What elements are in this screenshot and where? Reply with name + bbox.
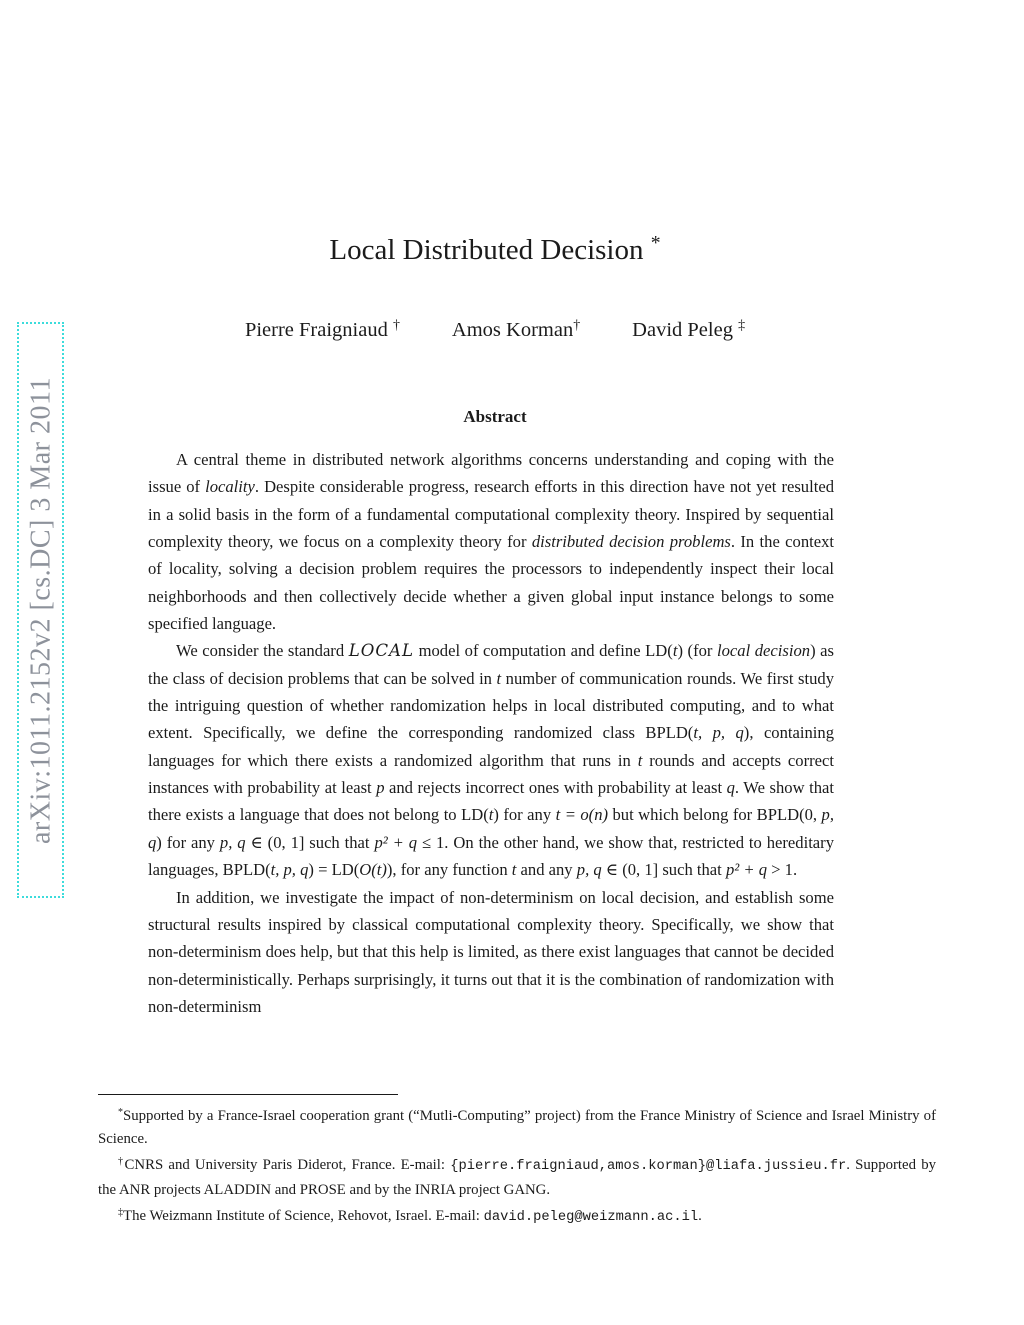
footnote-rule: [98, 1094, 398, 1095]
abstract-paragraph-3: In addition, we investigate the impact of non-determinism on local decision, and establish some structural results inspired by classical computational complexity theory. Specifically, we show that non-determinism does help, but that this help is limited, as there exist languages that cannot be decided non-deterministically. Perhaps surprisingly, it turns out that it is the combination of randomization with non-determinism: [148, 887, 834, 1016]
abstract-heading: Abstract: [463, 407, 527, 426]
abstract-body: [148, 446, 834, 1020]
footnote-support-grant: *Supported by a France-Israel cooperation grant (“Mutli-Computing” project) from the France Ministry of Science and Israel Ministry of Science.: [98, 1107, 936, 1147]
footnote-weizmann-affiliation: ‡The Weizmann Institute of Science, Rehovot, Israel. E-mail: david.peleg@weizmann.ac.il.: [118, 1206, 702, 1225]
paper-title: Local Distributed Decision *: [329, 232, 661, 266]
author-list: [0, 318, 990, 342]
abstract-paragraph-1: A central theme in distributed network algorithms concerns understanding and coping with the issue of locality. Despite considerable progress, research efforts in this direction have not yet resulted in a solid basis in the form of a fundamental computational complexity theory. Inspired by sequential complexity theory, we focus on a complexity theory for distributed decision problems. In the context of locality, solving a decision problem requires the processors to independently inspect their local neighborhoods and then collectively decide whether a given global input instance belongs to some specified language.: [148, 450, 835, 634]
arxiv-stamp-text: arXiv:1011.2152v2 [cs.DC] 3 Mar 2011: [25, 376, 56, 844]
author-amos-korman: Amos Korman†: [451, 318, 581, 341]
author-david-peleg: David Peleg ‡: [632, 318, 746, 341]
footnote-cnrs-affiliation: †CNRS and University Paris Diderot, France. E-mail: {pierre.fraigniaud,amos.korman}@liafa.jussieu.fr. Supported by the ANR projects ALADDIN and PROSE and by the INRIA project GANG.: [98, 1155, 936, 1198]
author-pierre-fraigniaud: Pierre Fraigniaud †: [244, 318, 400, 341]
abstract-paragraph-2: We consider the standard LOCAL model of computation and define LD(t) (for local decision) as the class of decision problems that can be solved in t number of communication rounds. We first study the intriguing question of whether randomization helps in local distributed computing, and to what extent. Specifically, we define the corresponding randomized class BPLD(t, p, q), containing languages for which there exists a randomized algorithm that runs in t rounds and accepts correct instances with probability at least p and rejects incorrect ones with probability at least q. We show that there exists a language that does not belong to LD(t) for any t = o(n) but which belong for BPLD(0, p, q) for any p, q ∈ (0, 1] such that p² + q ≤ 1. On the other hand, we show that, restricted to hereditary languages, BPLD(t, p, q) = LD(O(t)), for any function t and any p, q ∈ (0, 1] such that p² + q > 1.: [148, 641, 834, 880]
footnote-area: [98, 1094, 936, 1230]
